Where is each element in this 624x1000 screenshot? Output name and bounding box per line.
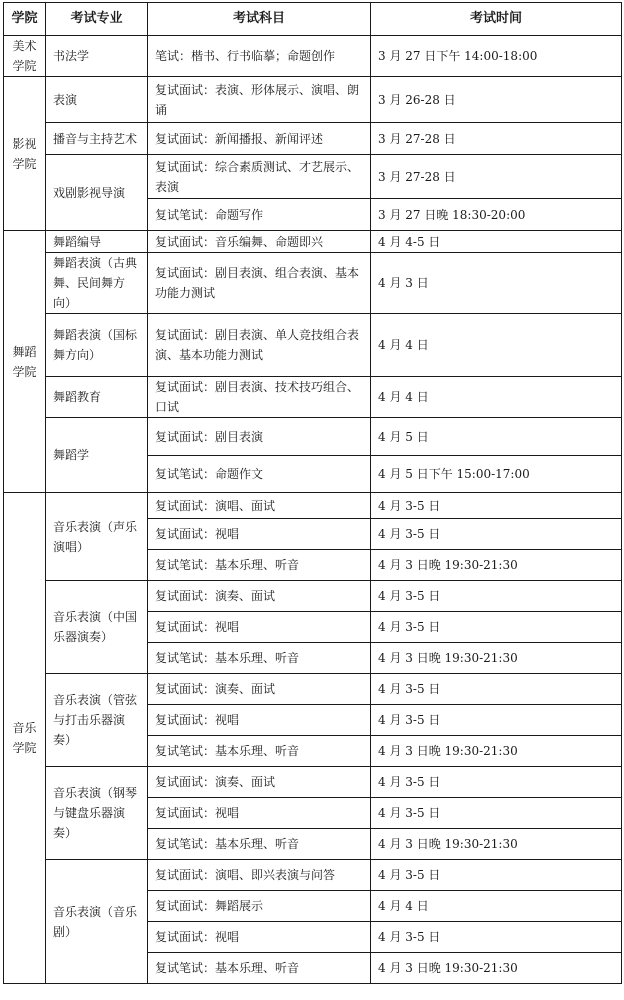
time-cell: 3 月 26-28 日 (371, 77, 622, 123)
time-cell: 4 月 3 日晚 19:30-21:30 (371, 829, 622, 860)
major-cell: 舞蹈教育 (46, 377, 148, 418)
time-cell: 4 月 3 日晚 19:30-21:30 (371, 643, 622, 674)
time-cell: 4 月 3-5 日 (371, 581, 622, 612)
table-row (4, 418, 622, 456)
major-cell: 舞蹈编导 (46, 231, 148, 253)
header-major: 考试专业 (46, 3, 148, 36)
table-row (4, 581, 622, 612)
school-cell: 音乐 学院 (4, 493, 46, 984)
subject-cell: 复试面试：表演、形体展示、演唱、朗诵 (148, 77, 371, 123)
subject-cell: 复试笔试：基本乐理、听音 (148, 736, 371, 767)
major-cell: 表演 (46, 77, 148, 123)
table-row (4, 123, 622, 155)
subject-cell: 复试笔试：基本乐理、听音 (148, 550, 371, 581)
table-row (4, 377, 622, 418)
time-cell: 4 月 3-5 日 (371, 705, 622, 736)
school-cell: 舞蹈 学院 (4, 231, 46, 493)
table-row (4, 767, 622, 798)
header-school: 学院 (4, 3, 46, 36)
table-row (4, 231, 622, 253)
time-cell: 4 月 3-5 日 (371, 767, 622, 798)
time-cell: 4 月 5 日下午 15:00-17:00 (371, 456, 622, 493)
subject-cell: 复试面试：视唱 (148, 798, 371, 829)
subject-cell: 笔试：楷书、行书临摹；命题创作 (148, 36, 371, 77)
time-cell: 3 月 27 日下午 14:00-18:00 (371, 36, 622, 77)
schedule-body (4, 36, 622, 984)
subject-cell: 复试面试：演奏、面试 (148, 767, 371, 798)
subject-cell: 复试面试：剧目表演、单人竞技组合表演、基本功能力测试 (148, 314, 371, 377)
major-cell: 舞蹈表演（国标舞方向） (46, 314, 148, 377)
table-row (4, 674, 622, 705)
subject-cell: 复试面试：演唱、面试 (148, 493, 371, 519)
time-cell: 4 月 4 日 (371, 377, 622, 418)
time-cell: 4 月 3-5 日 (371, 860, 622, 891)
subject-cell: 复试面试：舞蹈展示 (148, 891, 371, 922)
time-cell: 3 月 27-28 日 (371, 123, 622, 155)
time-cell: 4 月 3-5 日 (371, 493, 622, 519)
major-cell: 音乐表演（管弦与打击乐器演奏） (46, 674, 148, 767)
time-cell: 4 月 4-5 日 (371, 231, 622, 253)
subject-cell: 复试面试：视唱 (148, 612, 371, 643)
table-row (4, 253, 622, 314)
time-cell: 4 月 3 日 (371, 253, 622, 314)
time-cell: 3 月 27 日晚 18:30-20:00 (371, 199, 622, 231)
time-cell: 4 月 3-5 日 (371, 674, 622, 705)
subject-cell: 复试面试：视唱 (148, 705, 371, 736)
table-row (4, 77, 622, 123)
subject-cell: 复试面试：视唱 (148, 519, 371, 550)
time-cell: 3 月 27-28 日 (371, 155, 622, 199)
subject-cell: 复试面试：新闻播报、新闻评述 (148, 123, 371, 155)
subject-cell: 复试面试：演唱、即兴表演与问答 (148, 860, 371, 891)
subject-cell: 复试笔试：命题作文 (148, 456, 371, 493)
time-cell: 4 月 4 日 (371, 314, 622, 377)
exam-schedule-table (3, 2, 622, 984)
time-cell: 4 月 5 日 (371, 418, 622, 456)
time-cell: 4 月 4 日 (371, 891, 622, 922)
subject-cell: 复试笔试：命题写作 (148, 199, 371, 231)
major-cell: 舞蹈表演（古典舞、民间舞方向） (46, 253, 148, 314)
time-cell: 4 月 3-5 日 (371, 612, 622, 643)
major-cell: 音乐表演（声乐演唱） (46, 493, 148, 581)
subject-cell: 复试面试：音乐编舞、命题即兴 (148, 231, 371, 253)
major-cell: 书法学 (46, 36, 148, 77)
time-cell: 4 月 3 日晚 19:30-21:30 (371, 736, 622, 767)
major-cell: 舞蹈学 (46, 418, 148, 493)
table-row (4, 36, 622, 77)
major-cell: 音乐表演（钢琴与键盘乐器演奏） (46, 767, 148, 860)
table-row (4, 314, 622, 377)
header-subject: 考试科目 (148, 3, 371, 36)
subject-cell: 复试面试：剧目表演、技术技巧组合、口试 (148, 377, 371, 418)
major-cell: 戏剧影视导演 (46, 155, 148, 231)
subject-cell: 复试面试：剧目表演 (148, 418, 371, 456)
table-row (4, 860, 622, 891)
time-cell: 4 月 3 日晚 19:30-21:30 (371, 550, 622, 581)
table-row (4, 493, 622, 519)
table-row (4, 155, 622, 199)
major-cell: 音乐表演（中国乐器演奏） (46, 581, 148, 674)
subject-cell: 复试面试：剧目表演、组合表演、基本功能力测试 (148, 253, 371, 314)
time-cell: 4 月 3 日晚 19:30-21:30 (371, 953, 622, 984)
time-cell: 4 月 3-5 日 (371, 922, 622, 953)
header-row (4, 3, 622, 36)
subject-cell: 复试笔试：基本乐理、听音 (148, 829, 371, 860)
subject-cell: 复试笔试：基本乐理、听音 (148, 953, 371, 984)
school-cell: 美术 学院 (4, 36, 46, 77)
subject-cell: 复试面试：视唱 (148, 922, 371, 953)
major-cell: 音乐表演（音乐剧） (46, 860, 148, 984)
major-cell: 播音与主持艺术 (46, 123, 148, 155)
header-time: 考试时间 (371, 3, 622, 36)
subject-cell: 复试面试：综合素质测试、才艺展示、表演 (148, 155, 371, 199)
subject-cell: 复试笔试：基本乐理、听音 (148, 643, 371, 674)
school-cell: 影视 学院 (4, 77, 46, 231)
time-cell: 4 月 3-5 日 (371, 798, 622, 829)
time-cell: 4 月 3-5 日 (371, 519, 622, 550)
subject-cell: 复试面试：演奏、面试 (148, 674, 371, 705)
subject-cell: 复试面试：演奏、面试 (148, 581, 371, 612)
